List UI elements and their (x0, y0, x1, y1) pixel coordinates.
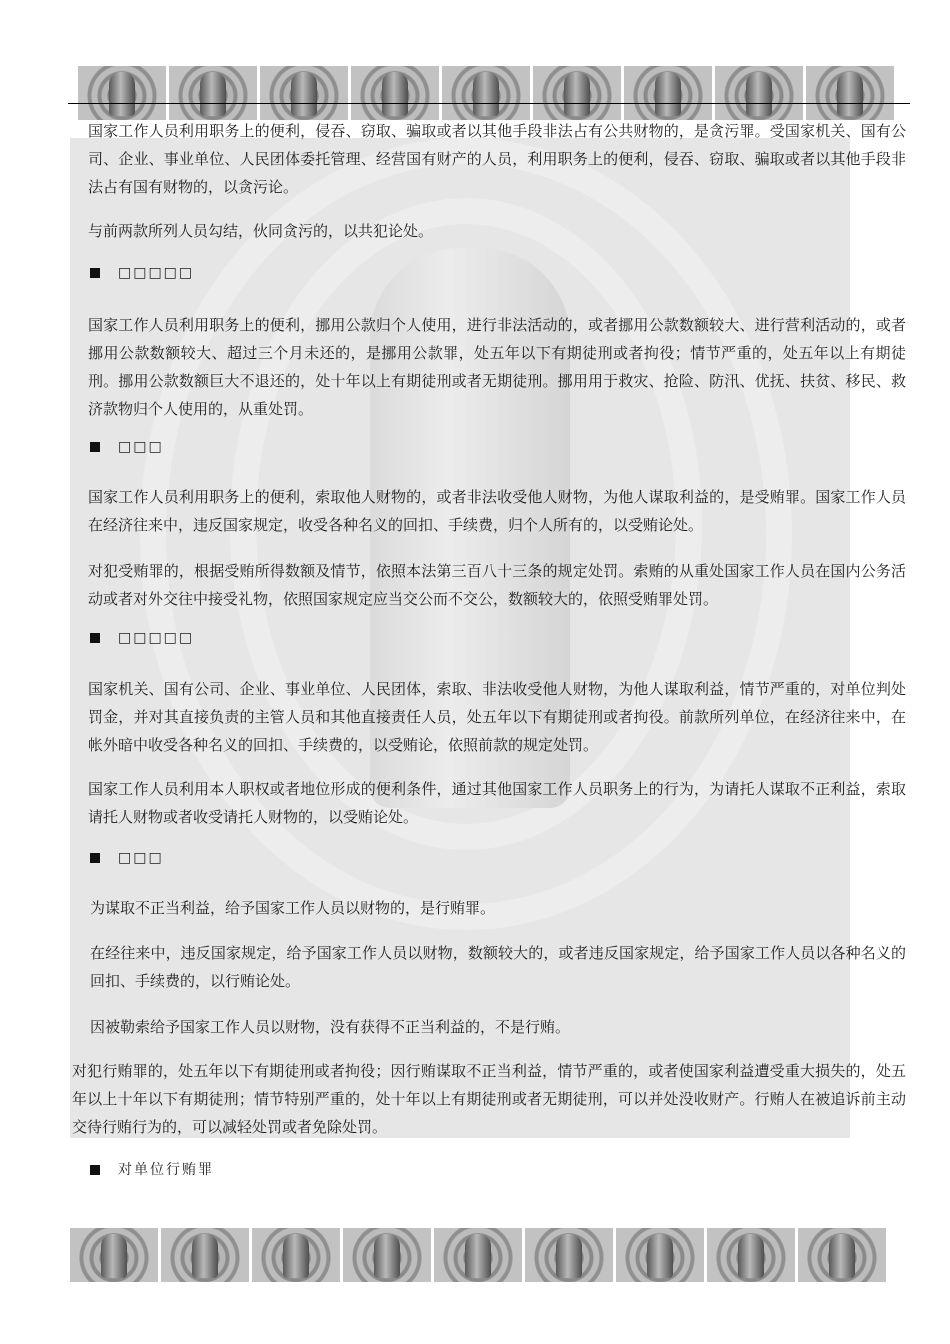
bell-tile (161, 1228, 249, 1282)
bullet-square-icon (90, 853, 100, 863)
bell-tile (343, 1228, 431, 1282)
bell-icon (374, 1234, 400, 1278)
bell-tile (434, 1228, 522, 1282)
bell-tile (798, 1228, 886, 1282)
paragraph: 国家工作人员利用职务上的便利，挪用公款归个人使用，进行非法活动的，或者挪用公款数额较大、进行营利活动的，或者挪用公款数额较大、超过三个月未还的，是挪用公款罪，处五年以下有期徒刑或者拘役；情节严重的，处五年以上有期徒刑。挪用公款数额巨大不退还的，处十年以上有期徒刑或者无期徒刑。挪用用于救灾、抢险、防汛、优抚、扶贫、移民、救济款物归个人使用的，从重处罚。 (88, 316, 906, 418)
section-heading: □□□ (90, 437, 164, 457)
section-heading: □□□□□ (90, 263, 194, 283)
bell-tile (70, 1228, 158, 1282)
paragraph: 国家工作人员利用职务上的便利，侵吞、窃取、骗取或者以其他手段非法占有公共财物的，是贪污罪。受国家机关、国有公司、企业、事业单位、人民团体委托管理、经营国有财产的人员，利用职务上的便利，侵吞、窃取、骗取或者以其他手段非法占有国有财物的，以贪污论。 (88, 122, 906, 196)
bell-icon (101, 1234, 127, 1278)
paragraph: 因被勒索给予国家工作人员以财物，没有获得不正当利益的，不是行贿。 (90, 1018, 571, 1036)
section-heading: □□□□□ (90, 628, 194, 648)
paragraph: 国家工作人员利用本人职权或者地位形成的便利条件，通过其他国家工作人员职务上的行为，为请托人谋取不正利益，索取请托人财物或者收受请托人财物的，以受贿论处。 (88, 780, 906, 826)
bell-icon (192, 1234, 218, 1278)
footer-banner (70, 1228, 886, 1282)
bell-icon (738, 1234, 764, 1278)
paragraph: 为谋取不正当利益，给予国家工作人员以财物的，是行贿罪。 (90, 899, 496, 917)
section-heading: □□□ (90, 848, 164, 868)
bell-icon (283, 1234, 309, 1278)
bell-tile (252, 1228, 340, 1282)
paragraph: 对犯受贿罪的，根据受贿所得数额及情节，依照本法第三百八十三条的规定处罚。索贿的从重处国家工作人员在国内公务活动或者对外交往中接受礼物，依照国家规定应当交公而不交公，数额较大的，依照受贿罪处罚。 (88, 562, 906, 608)
paragraph: 国家机关、国有公司、企业、事业单位、人民团体，索取、非法收受他人财物，为他人谋取利益，情节严重的，对单位判处罚金，并对其直接负责的主管人员和其他直接责任人员，处五年以下有期徒刑或者拘役。前款所列单位，在经济往来中，在帐外暗中收受各种名义的回扣、手续费的，以受贿论，依照前款的规定处罚。 (88, 680, 906, 754)
bell-icon (465, 1234, 491, 1278)
bullet-square-icon (90, 268, 100, 278)
paragraph: 国家工作人员利用职务上的便利，索取他人财物的，或者非法收受他人财物，为他人谋取利益的，是受贿罪。国家工作人员在经济往来中，违反国家规定，收受各种名义的回扣、手续费，归个人所有的，以受贿论处。 (88, 488, 906, 534)
bell-icon (556, 1234, 582, 1278)
bell-tile (616, 1228, 704, 1282)
section-heading: 对单位行贿罪 (90, 1160, 214, 1180)
bullet-square-icon (90, 633, 100, 643)
bell-tile (707, 1228, 795, 1282)
paragraph: 与前两款所列人员勾结，伙同贪污的，以共犯论处。 (88, 222, 434, 240)
bell-tile (525, 1228, 613, 1282)
paragraph: 对犯行贿罪的，处五年以下有期徒刑或者拘役；因行贿谋取不正当利益，情节严重的，或者使国家利益遭受重大损失的，处五年以上十年以下有期徒刑；情节特别严重的，处十年以上有期徒刑或者无期徒刑，可以并处没收财产。行贿人在被追诉前主动交待行贿行为的，可以减轻处罚或者免除处罚。 (72, 1062, 906, 1136)
paragraph: 在经往来中，违反国家规定，给予国家工作人员以财物，数额较大的，或者违反国家规定，给予国家工作人员以各种名义的回扣、手续费的，以行贿论处。 (90, 944, 906, 990)
bell-icon (829, 1234, 855, 1278)
bell-icon (647, 1234, 673, 1278)
bullet-square-icon (90, 442, 100, 452)
bullet-square-icon (90, 1165, 100, 1175)
